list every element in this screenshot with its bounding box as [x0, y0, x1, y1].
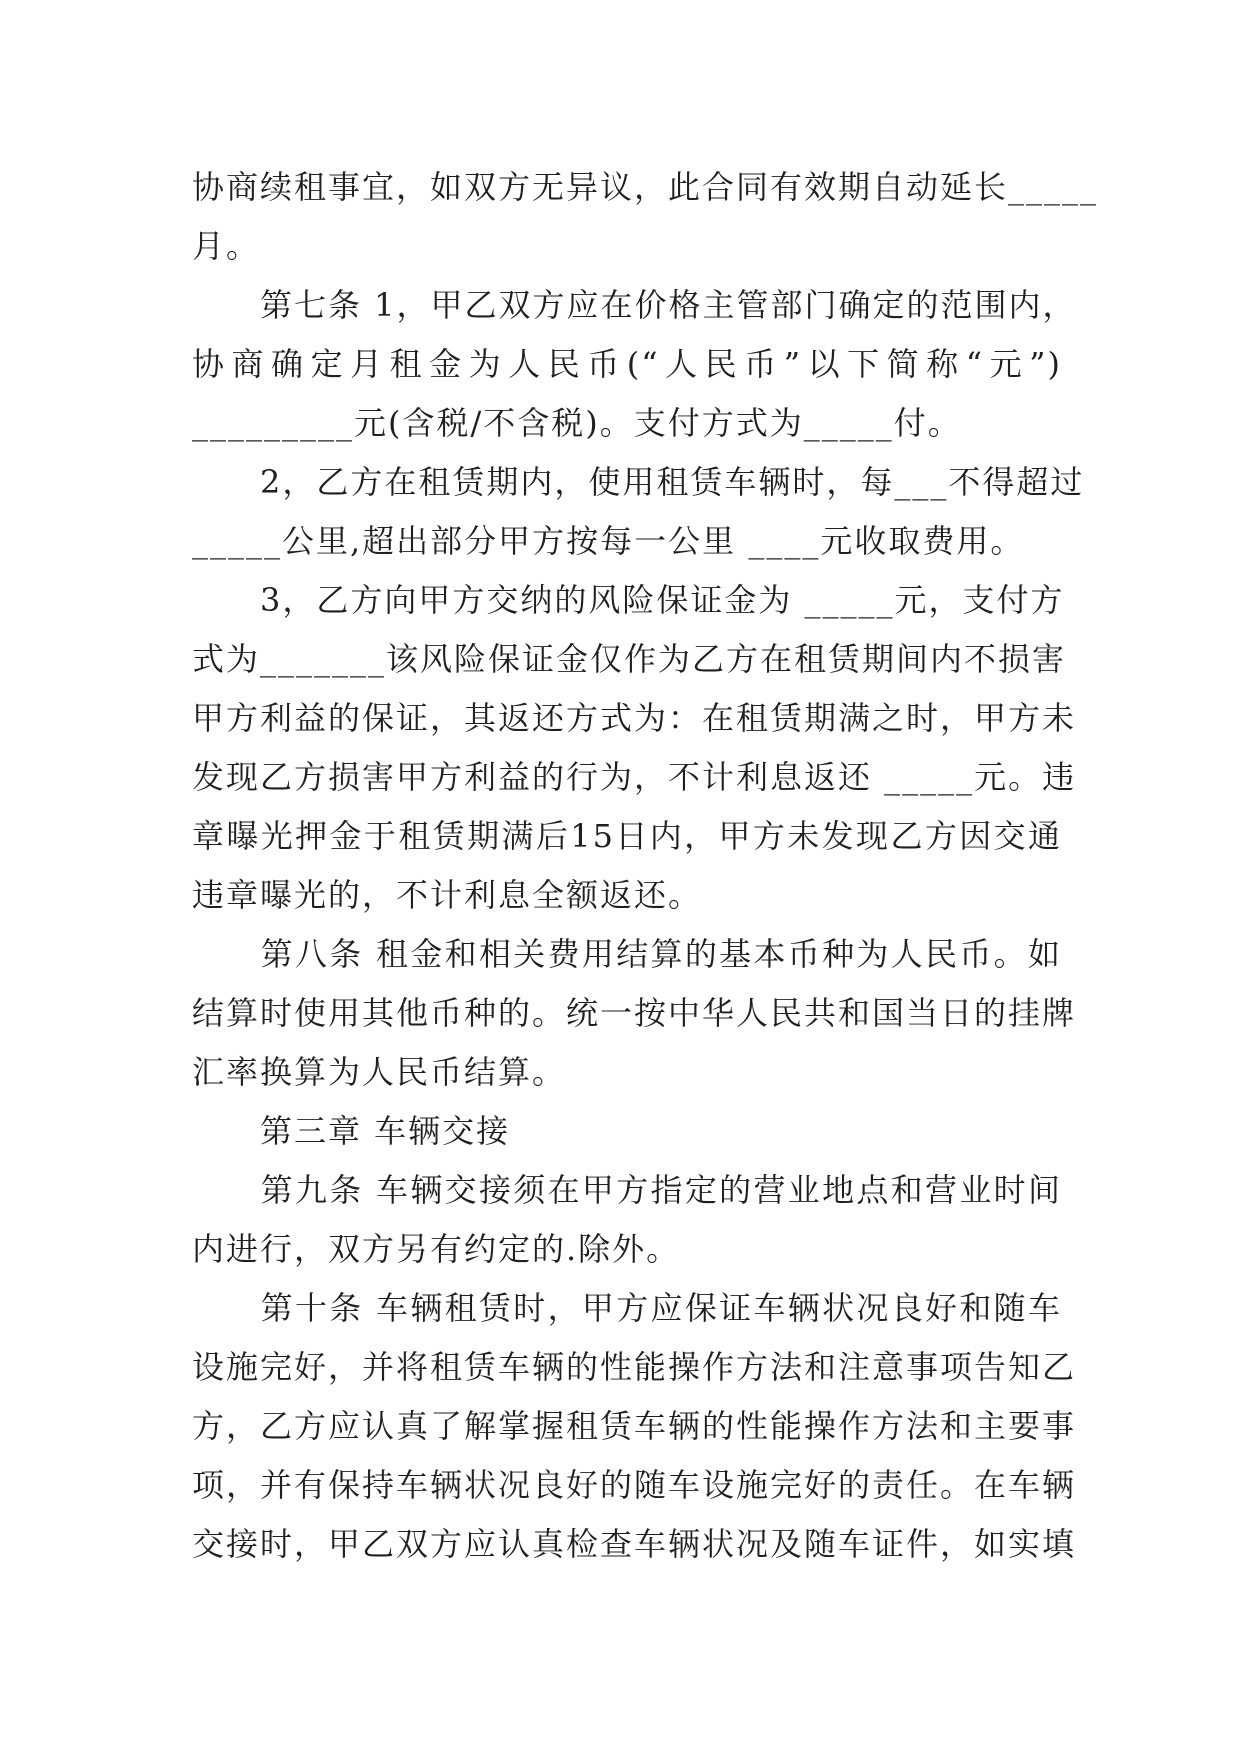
chapter-heading: 第三章 车辆交接 [192, 1112, 511, 1150]
text-line: 内进行，双方另有约定的.除外。 [192, 1230, 681, 1268]
text-line: 第十条 车辆租赁时，甲方应保证车辆状况良好和随车 [192, 1289, 1062, 1327]
text-line: _________元(含税/不含税)。支付方式为_____付。 [192, 404, 962, 442]
text-line: 月。 [192, 227, 261, 265]
text-line: 协商续租事宜，如双方无异议，此合同有效期自动延长_____ [192, 168, 1099, 206]
text-line: 2，乙方在租赁期内，使用租赁车辆时，每___不得超过 [192, 463, 1085, 501]
text-line: 第八条 租金和相关费用结算的基本币种为人民币。如 [192, 935, 1062, 973]
text-line: 章曝光押金于租赁期满后15日内，甲方未发现乙方因交通 [192, 817, 1062, 855]
text-line: 汇率换算为人民币结算。 [192, 1053, 567, 1091]
text-line: 违章曝光的，不计利息全额返还。 [192, 876, 703, 914]
text-line: 结算时使用其他币种的。统一按中华人民共和国当日的挂牌 [192, 994, 1077, 1032]
text-line: 方，乙方应认真了解掌握租赁车辆的性能操作方法和主要事 [192, 1407, 1077, 1445]
text-line: 设施完好，并将租赁车辆的性能操作方法和注意事项告知乙 [192, 1348, 1077, 1386]
text-line: 项，并有保持车辆状况良好的随车设施完好的责任。在车辆 [192, 1466, 1077, 1504]
text-line: 发现乙方损害甲方利益的行为，不计利息返还 _____元。违 [192, 758, 1077, 796]
text-line: 甲方利益的保证，其返还方式为：在租赁期满之时，甲方未 [192, 699, 1077, 737]
text-line: 式为_______该风险保证金仅作为乙方在租赁期间内不损害 [192, 640, 1067, 678]
text-line: 交接时，甲乙双方应认真检查车辆状况及随车证件，如实填 [192, 1525, 1077, 1563]
text-line: 第九条 车辆交接须在甲方指定的营业地点和营业时间 [192, 1171, 1062, 1209]
contract-body [192, 158, 1099, 1574]
text-line: 第七条 1，甲乙双方应在价格主管部门确定的范围内， [192, 286, 1077, 324]
text-line: 3，乙方向甲方交纳的风险保证金为 _____元，支付方 [192, 581, 1065, 619]
text-line: _____公里,超出部分甲方按每一公里 ____元收取费用。 [192, 522, 1025, 560]
text-line: 协商确定月租金为人民币(“人民币”以下简称“元”) [192, 345, 1062, 383]
